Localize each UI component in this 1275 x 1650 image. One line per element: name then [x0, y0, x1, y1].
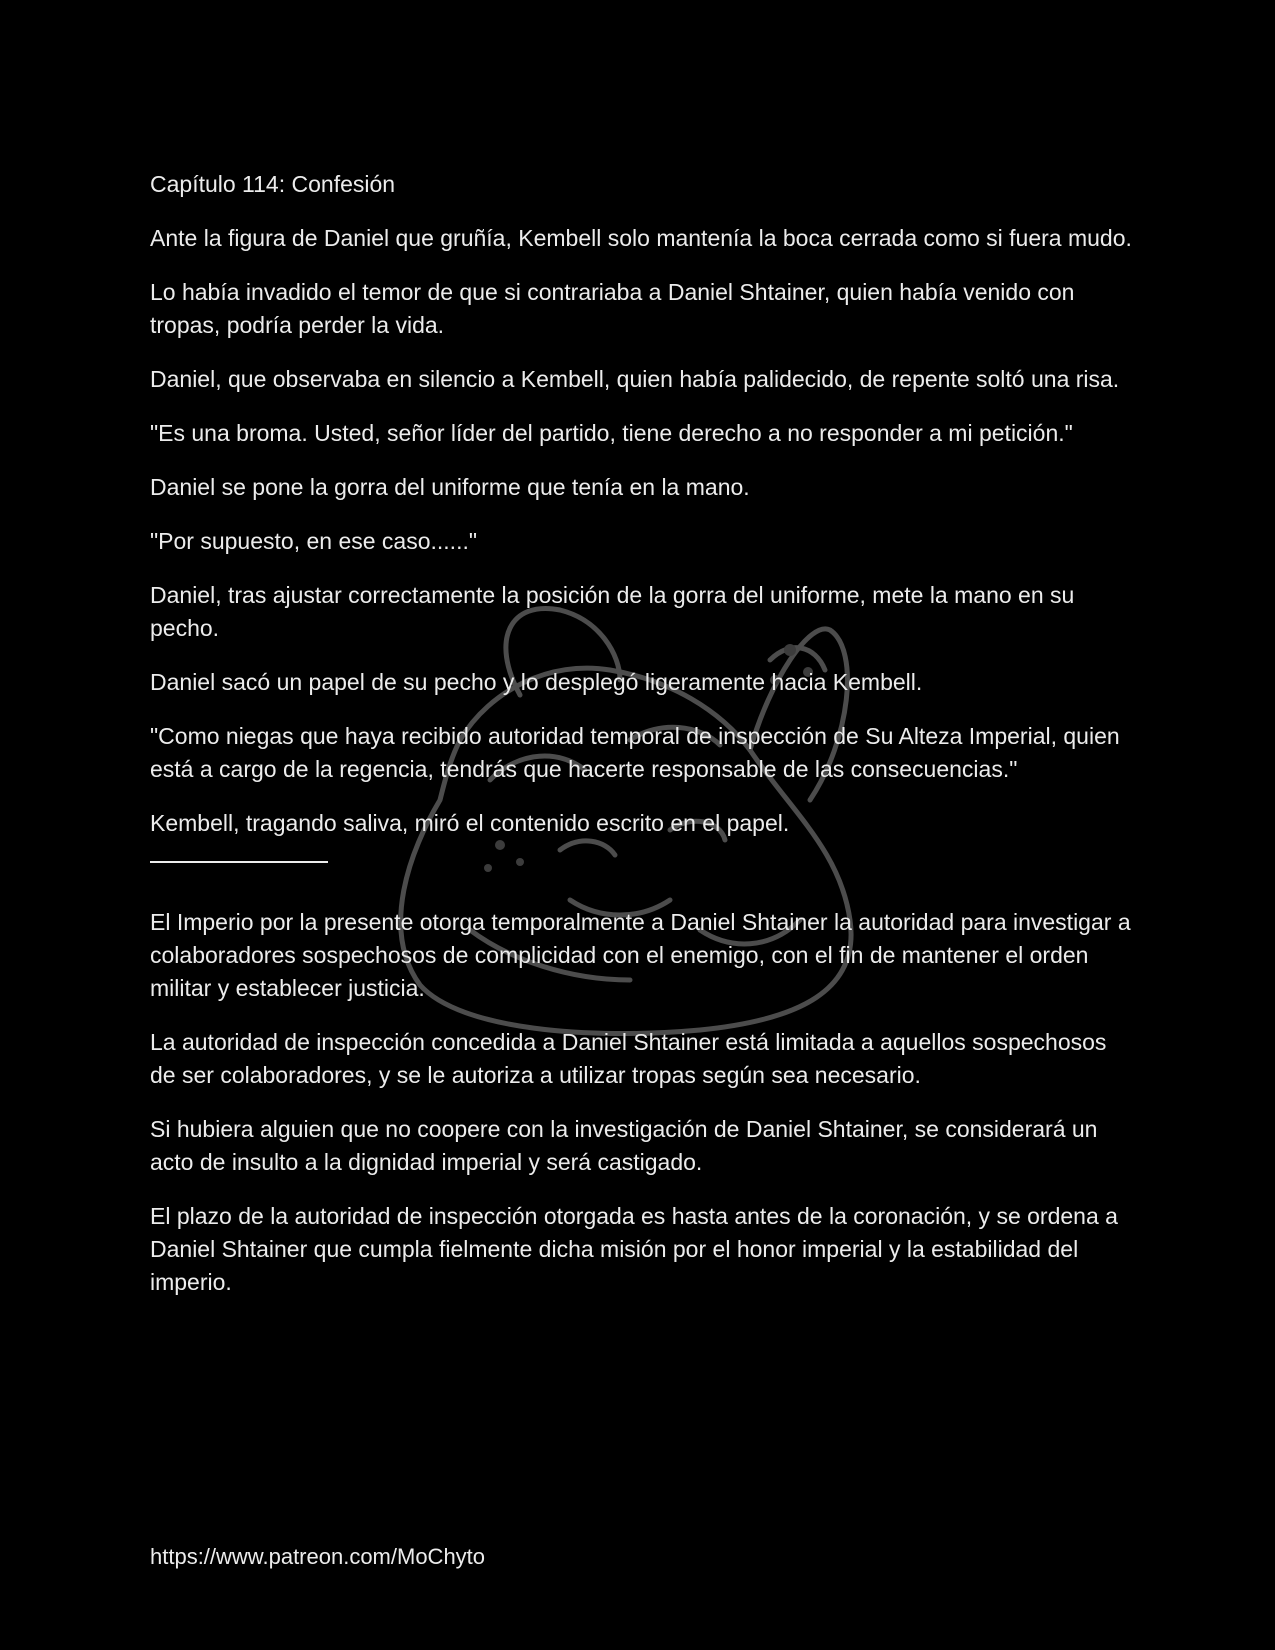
decree-paragraph: El Imperio por la presente otorga temporalmente a Daniel Shtainer la autoridad para investigar a colaboradores sospechosos de complicidad con el enemigo, con el fin de mantener el orden militar y establecer justicia. — [150, 909, 1131, 1001]
paragraph: Kembell, tragando saliva, miró el contenido escrito en el papel. — [150, 810, 790, 836]
paragraph: Daniel sacó un papel de su pecho y lo desplegó ligeramente hacia Kembell. — [150, 669, 923, 695]
chapter-page — [150, 168, 1135, 1320]
paragraph: "Es una broma. Usted, señor líder del partido, tiene derecho a no responder a mi petición." — [150, 420, 1073, 446]
patreon-link[interactable]: https://www.patreon.com/MoChyto — [150, 1544, 486, 1569]
paragraph: Ante la figura de Daniel que gruñía, Kembell solo mantenía la boca cerrada como si fuera mudo. — [150, 225, 1132, 251]
decree-paragraph: Si hubiera alguien que no coopere con la investigación de Daniel Shtainer, se considerará un acto de insulto a la dignidad imperial y será castigado. — [150, 1116, 1098, 1175]
paragraph: "Por supuesto, en ese caso......" — [150, 528, 478, 554]
decree-paragraph: El plazo de la autoridad de inspección otorgada es hasta antes de la coronación, y se ordena a Daniel Shtainer que cumpla fielmente dicha misión por el honor imperial y la estabilidad del imperio. — [150, 1203, 1118, 1295]
paragraph: Lo había invadido el temor de que si contrariaba a Daniel Shtainer, quien había venido con tropas, podría perder la vida. — [150, 279, 1075, 338]
section-divider — [150, 861, 328, 863]
decree-paragraph: La autoridad de inspección concedida a Daniel Shtainer está limitada a aquellos sospechosos de ser colaboradores, y se le autoriza a utilizar tropas según sea necesario. — [150, 1029, 1107, 1088]
paragraph: Daniel, tras ajustar correctamente la posición de la gorra del uniforme, mete la mano en su pecho. — [150, 582, 1075, 641]
paragraph: Daniel se pone la gorra del uniforme que tenía en la mano. — [150, 474, 750, 500]
paragraph: "Como niegas que haya recibido autoridad temporal de inspección de Su Alteza Imperial, quien está a cargo de la regencia, tendrás que hacerte responsable de las consecuencias." — [150, 723, 1120, 782]
chapter-title: Capítulo 114: Confesión — [150, 171, 396, 197]
paragraph: Daniel, que observaba en silencio a Kembell, quien había palidecido, de repente soltó una risa. — [150, 366, 1120, 392]
